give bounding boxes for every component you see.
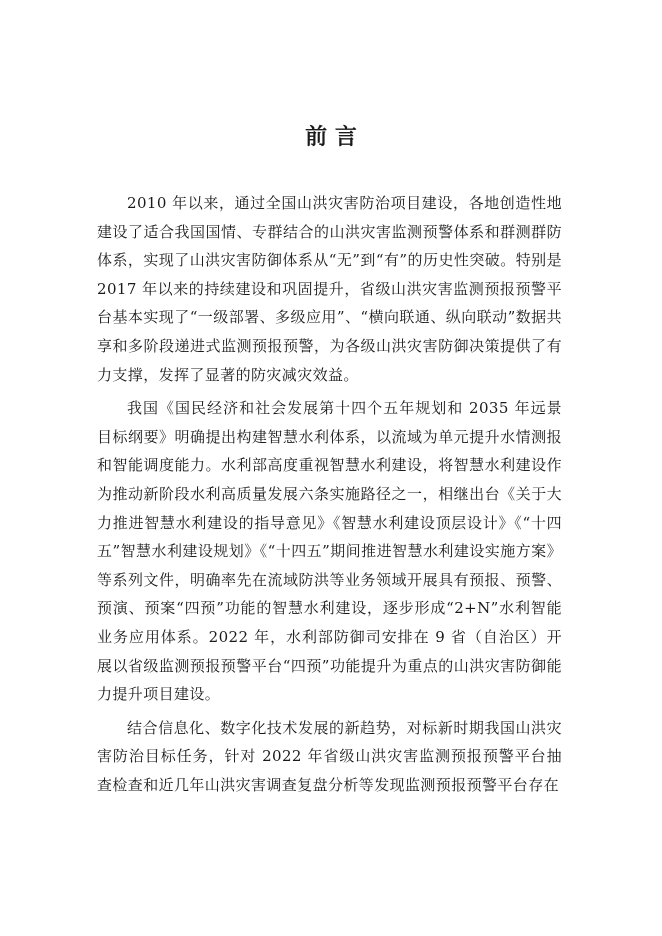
paragraph-1: 2010 年以来，通过全国山洪灾害防治项目建设，各地创造性地建设了适合我国国情、专群结合的山洪灾害监测预警体系和群测群防体系，实现了山洪灾害防御体系从“无”到“有”的历史性突破。特别是 2017 年以来的持续建设和巩固提升，省级山洪灾害监测预报预警平台基本实现了“一级部署、多级应用”、“横向联通、纵向联动”数据共享和多阶段递进式监测预报预警，为各级山洪灾害防御决策提供了有力支撑，发挥了显著的防灾减灾效益。 <box>97 194 562 384</box>
document-body <box>97 189 562 799</box>
page-title: 前 言 <box>305 125 357 150</box>
paragraph-2: 我国《国民经济和社会发展第十四个五年规划和 2035 年远景目标纲要》明确提出构建智慧水利体系，以流域为单元提升水情测报和智能调度能力。水利部高度重视智慧水利建设，将智慧水利建设作为推动新阶段水利高质量发展六条实施路径之一，相继出台《关于大力推进智慧水利建设的指导意见》《智慧水利建设顶层设计》《“十四五”智慧水利建设规划》《“十四五”期间推进智慧水利建设实施方案》等系列文件，明确率先在流域防洪等业务领域开展具有预报、预警、预演、预案“四预”功能的智慧水利建设，逐步形成“2+N”水利智能业务应用体系。2022 年，水利部防御司安排在 9 省（自治区）开展以省级监测预报预警平台“四预”功能提升为重点的山洪灾害防御能力提升项目建设。 <box>97 399 562 704</box>
paragraph-3: 结合信息化、数字化技术发展的新趋势，对标新时期我国山洪灾害防治目标任务，针对 2022 年省级山洪灾害监测预报预警平台抽查检查和近几年山洪灾害调查复盘分析等发现监测预报预警平台存在 <box>97 718 562 794</box>
